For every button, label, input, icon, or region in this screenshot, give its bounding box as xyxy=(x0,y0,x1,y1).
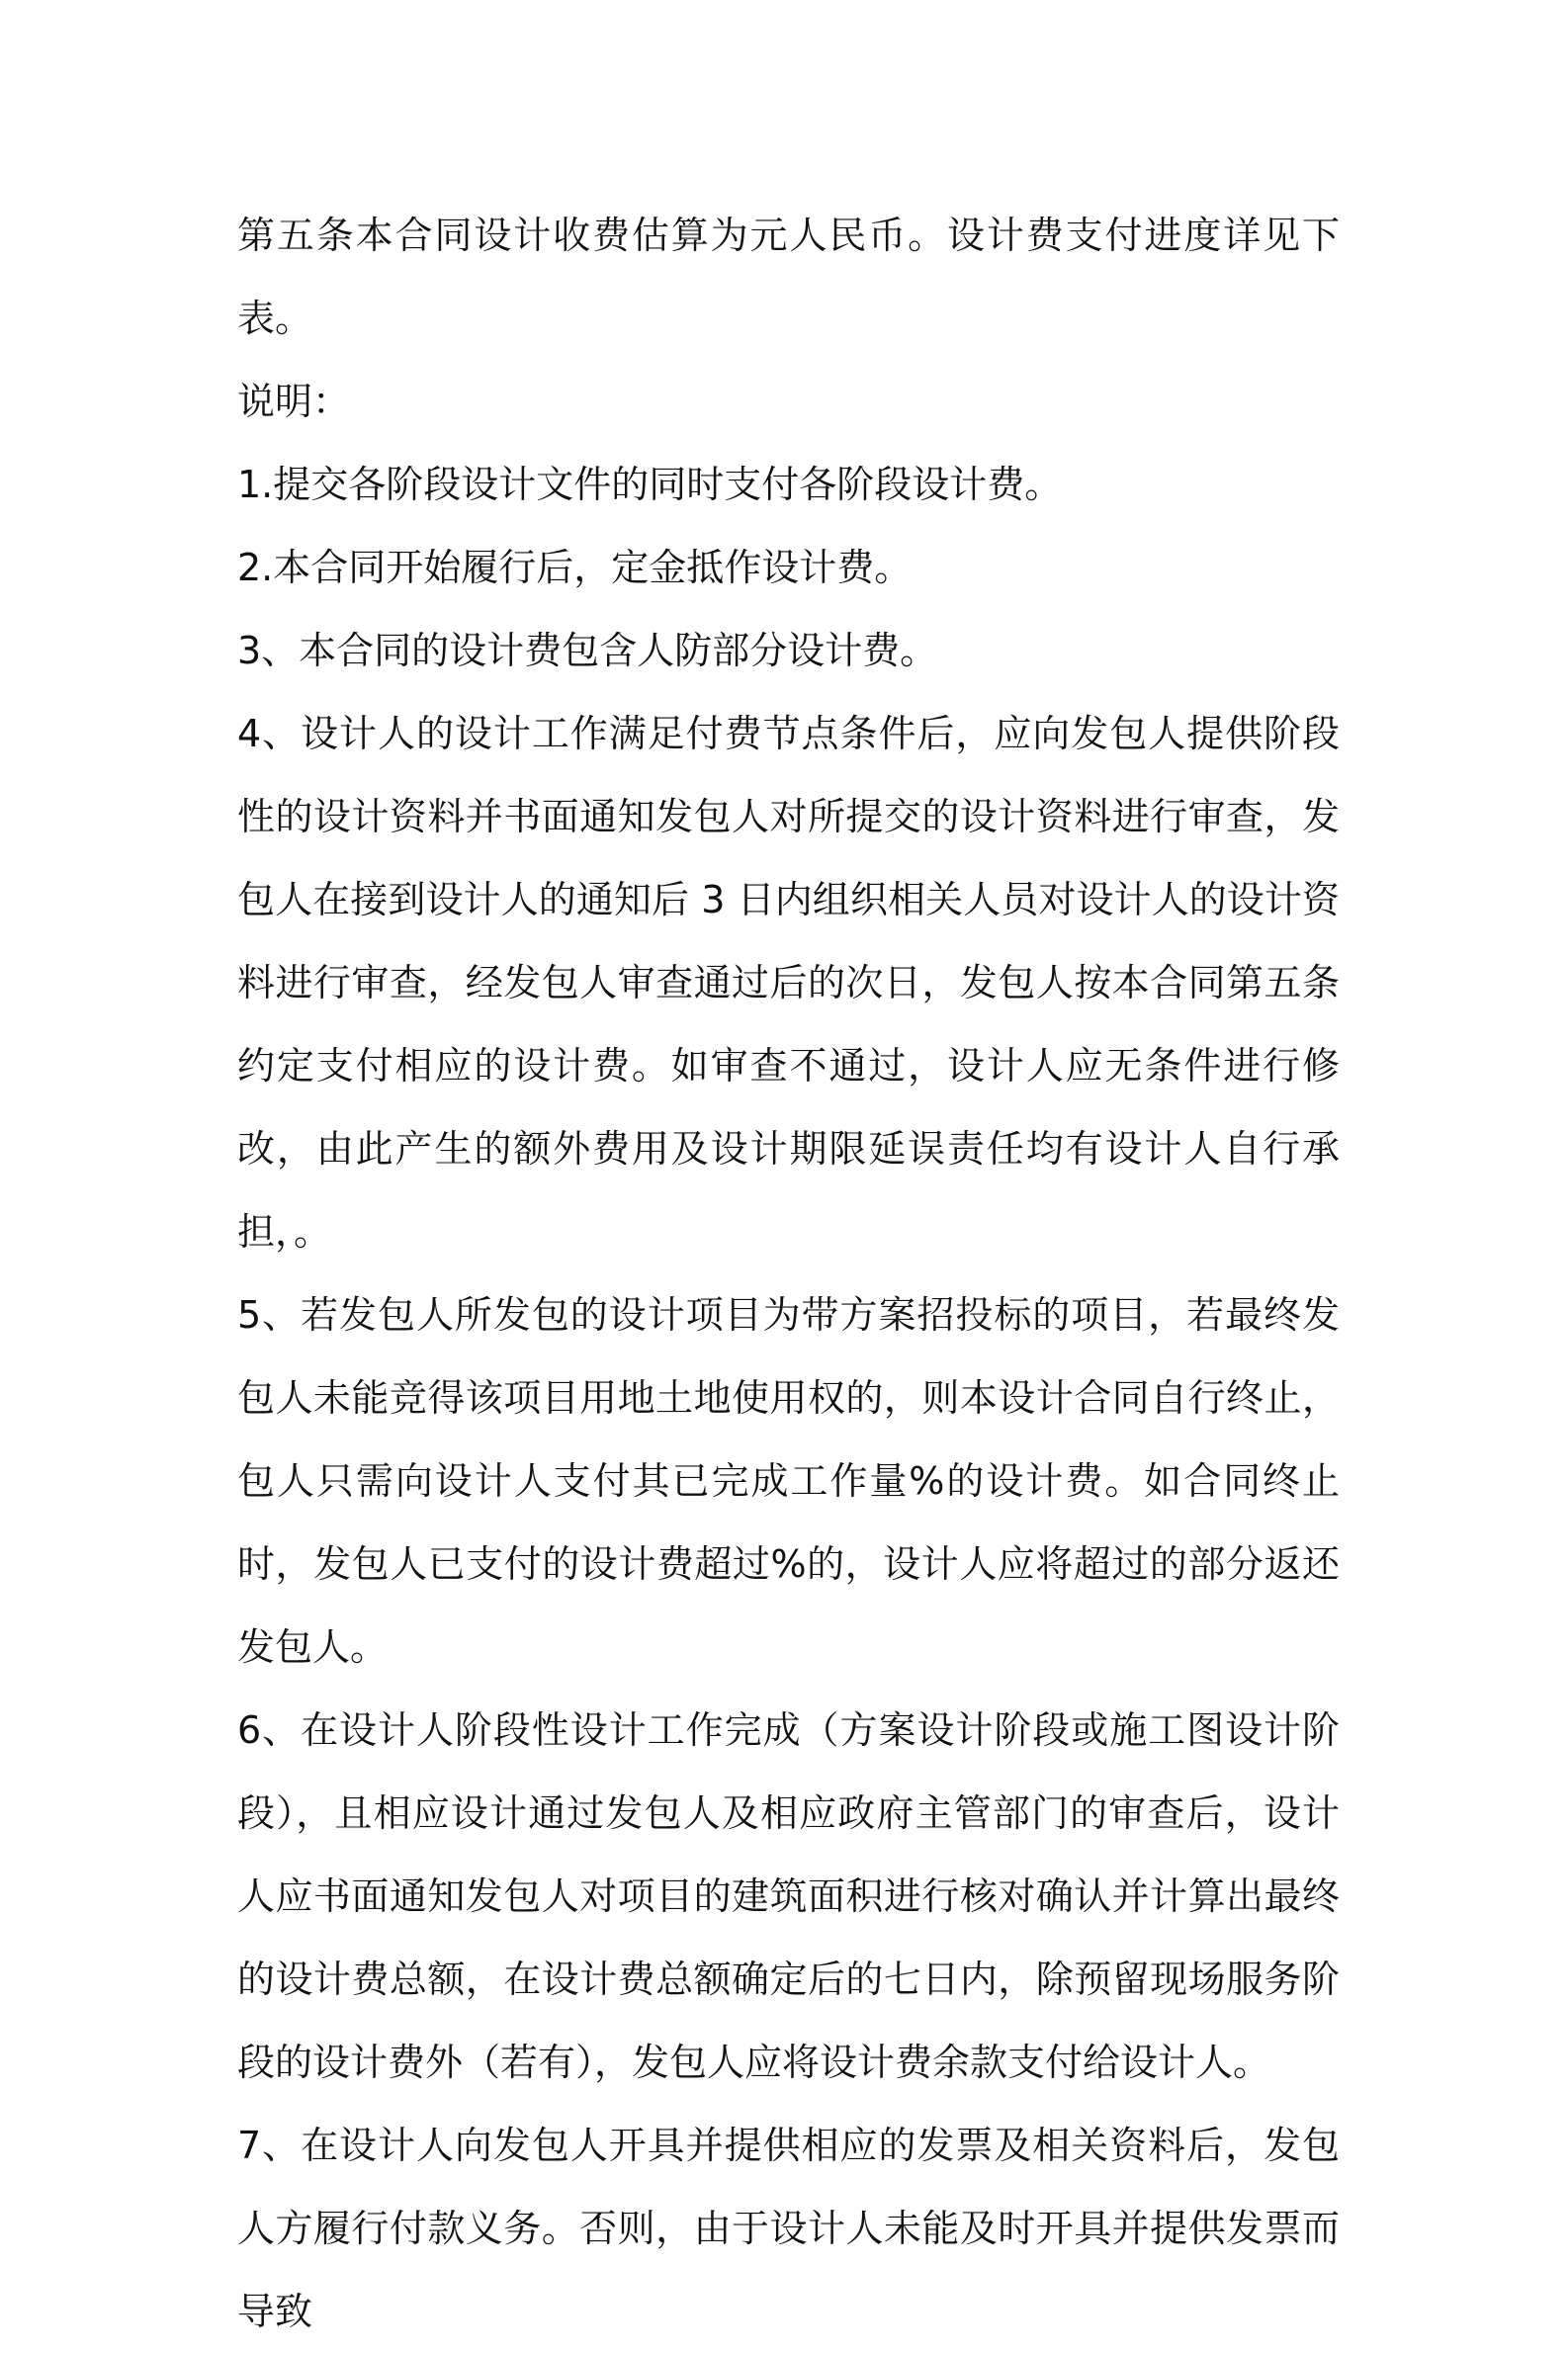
note-item-2: 2.本合同开始履行后，定金抵作设计费。 xyxy=(237,546,913,589)
note-item-4: 4、设计人的设计工作满足付费节点条件后，应向发包人提供阶段性的设计资料并书面通知发包人对所提交的设计资料进行审查，发包人在接到设计人的通知后 3 日内组织相关人员对设计人的设计资料进行审查，经发包人审查通过后的次日，发包人按本合同第五条约定支付相应的设计费。如审查不通过，设计人应无条件进行修改，由此产生的额外费用及设计期限延误责任均有设计人自行承担，。 xyxy=(237,712,1340,1254)
note-item-6: 6、在设计人阶段性设计工作完成（方案设计阶段或施工图设计阶段），且相应设计通过发包人及相应政府主管部门的审查后，设计人应书面通知发包人对项目的建筑面积进行核对确认并计算出最终的设计费总额，在设计费总额确定后的七日内，除预留现场服务阶段的设计费外（若有），发包人应将设计费余款支付给设计人。 xyxy=(237,1708,1340,2084)
note-item-7: 7、在设计人向发包人开具并提供相应的发票及相关资料后，发包人方履行付款义务。否则，由于设计人未能及时开具并提供发票而导致 xyxy=(237,2124,1340,2333)
notes-label: 说明： xyxy=(237,380,351,423)
note-item-1: 1.提交各阶段设计文件的同时支付各阶段设计费。 xyxy=(237,463,1063,506)
note-item-5: 5、若发包人所发包的设计项目为带方案招投标的项目，若最终发包人未能竞得该项目用地土地使用权的，则本设计合同自行终止，包人只需向设计人支付其已完成工作量%的设计费。如合同终止时，发包人已支付的设计费超过%的，设计人应将超过的部分返还发包人。 xyxy=(237,1293,1340,1669)
document-body xyxy=(237,194,1340,2353)
note-item-3: 3、本合同的设计费包含人防部分设计费。 xyxy=(237,629,938,672)
clause-five-heading: 第五条本合同设计收费估算为元人民币。设计费支付进度详见下表。 xyxy=(237,214,1340,340)
